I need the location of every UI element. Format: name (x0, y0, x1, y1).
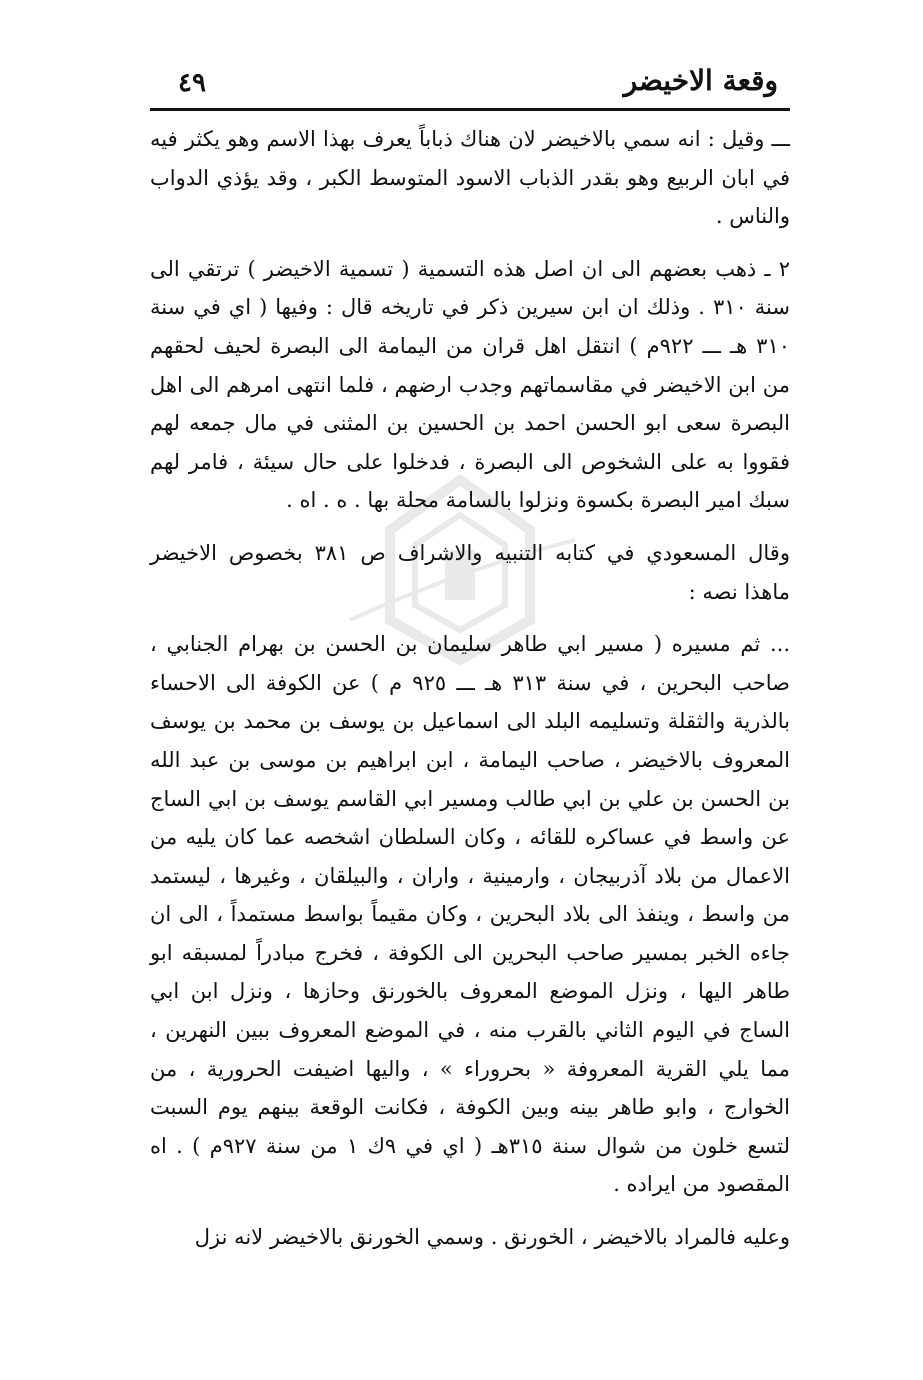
paragraph-reason-flies: ـــ وقيل : انه سمي بالاخيضر لان هناك ذباباً يعرف بهذا الاسم وهو يكثر فيه في ابان الربيع وهو بقدر الذباب الاسود المتوسط الكبر ، وقد يؤذي الدواب والناس . (150, 127, 790, 229)
paragraph-conclusion: وعليه فالمراد بالاخيضر ، الخورنق . وسمي الخورنق بالاخيضر لانه نزل (194, 1225, 790, 1250)
header-rule (150, 108, 790, 111)
running-title: وقعة الاخيضر (623, 64, 778, 97)
paragraph-masudi-quote: ... ثم مسيره ( مسير ابي طاهر سليمان بن الحسن بن بهرام الجنابي ، صاحب البحرين ، في سنة ٣١٣ هـ ـــ ٩٢٥ م ) عن الكوفة الى الاحساء بالذرية والثقلة وتسليمه البلد الى اسماعيل بن يوسف بن محمد بن يوسف المعروف بالاخيضر ، صاحب اليمامة ، ابن ابراهيم بن موسى بن عبد الله بن الحسن بن علي بن ابي طالب ومسير ابي القاسم يوسف بن ابي الساج عن واسط في عساكره للقائه ، وكان السلطان اشخصه عما كان يليه من الاعمال من بلاد آذربيجان ، وارمينية ، واران ، والبيلقان ، وغيرها ، ليستمد من واسط ، وينفذ الى بلاد البحرين ، وكان مقيماً بواسط مستمداً ، الى ان جاءه الخبر بمسير صاحب البحرين الى الكوفة ، فخرج مبادراً لمسبقه ابو طاهر اليها ، ونزل الموضع المعروف بالخورنق وحازها ، ونزل ابن ابي الساج في اليوم الثاني بالقرب منه ، في الموضع المعروف ببين النهرين ، مما يلي القرية المعروفة « بحروراء » ، واليها اضيفت الحرورية ، من الخوارج ، وابو طاهر بينه وبين الكوفة ، فكانت الوقعة بينهم يوم السبت لتسع خلون من شوال سنة ٣١٥هـ ( اي في ٩ك ١ من سنة ٩٢٧م ) . اه المقصود من ايراده . (150, 632, 791, 1197)
page-header (150, 62, 790, 106)
page-number: ٤٩ (178, 68, 206, 98)
paragraph-masudi-intro: وقال المسعودي في كتابه التنبيه والاشراف ص ٣٨١ بخصوص الاخيضر ماهذا نصه : (150, 540, 790, 604)
paragraph-origin-naming: ٢ ـ ذهب بعضهم الى ان اصل هذه التسمية ( تسمية الاخيضر ) ترتقي الى سنة ٣١٠ . وذلك ان ابن سيرين ذكر في تاريخه قال : وفيها ( اي في سنة ٣١٠ هـ ـــ ٩٢٢م ) انتقل اهل قران من اليمامة الى البصرة لحيف لحقهم من ابن الاخيضر في مقاسماتهم وجدب ارضهم ، فلما انتهى امرهم الى اهل البصرة سعى ابو الحسن احمد بن الحسين بن المثنى في مال جمعه لهم فقووا به على الشخوص الى البصرة ، فدخلوا على حال سيئة ، فامر لهم سبك امير البصرة بكسوة ونزلوا بالسامة محلة بها . ه . اه . (150, 256, 791, 513)
body-text (150, 120, 790, 1257)
